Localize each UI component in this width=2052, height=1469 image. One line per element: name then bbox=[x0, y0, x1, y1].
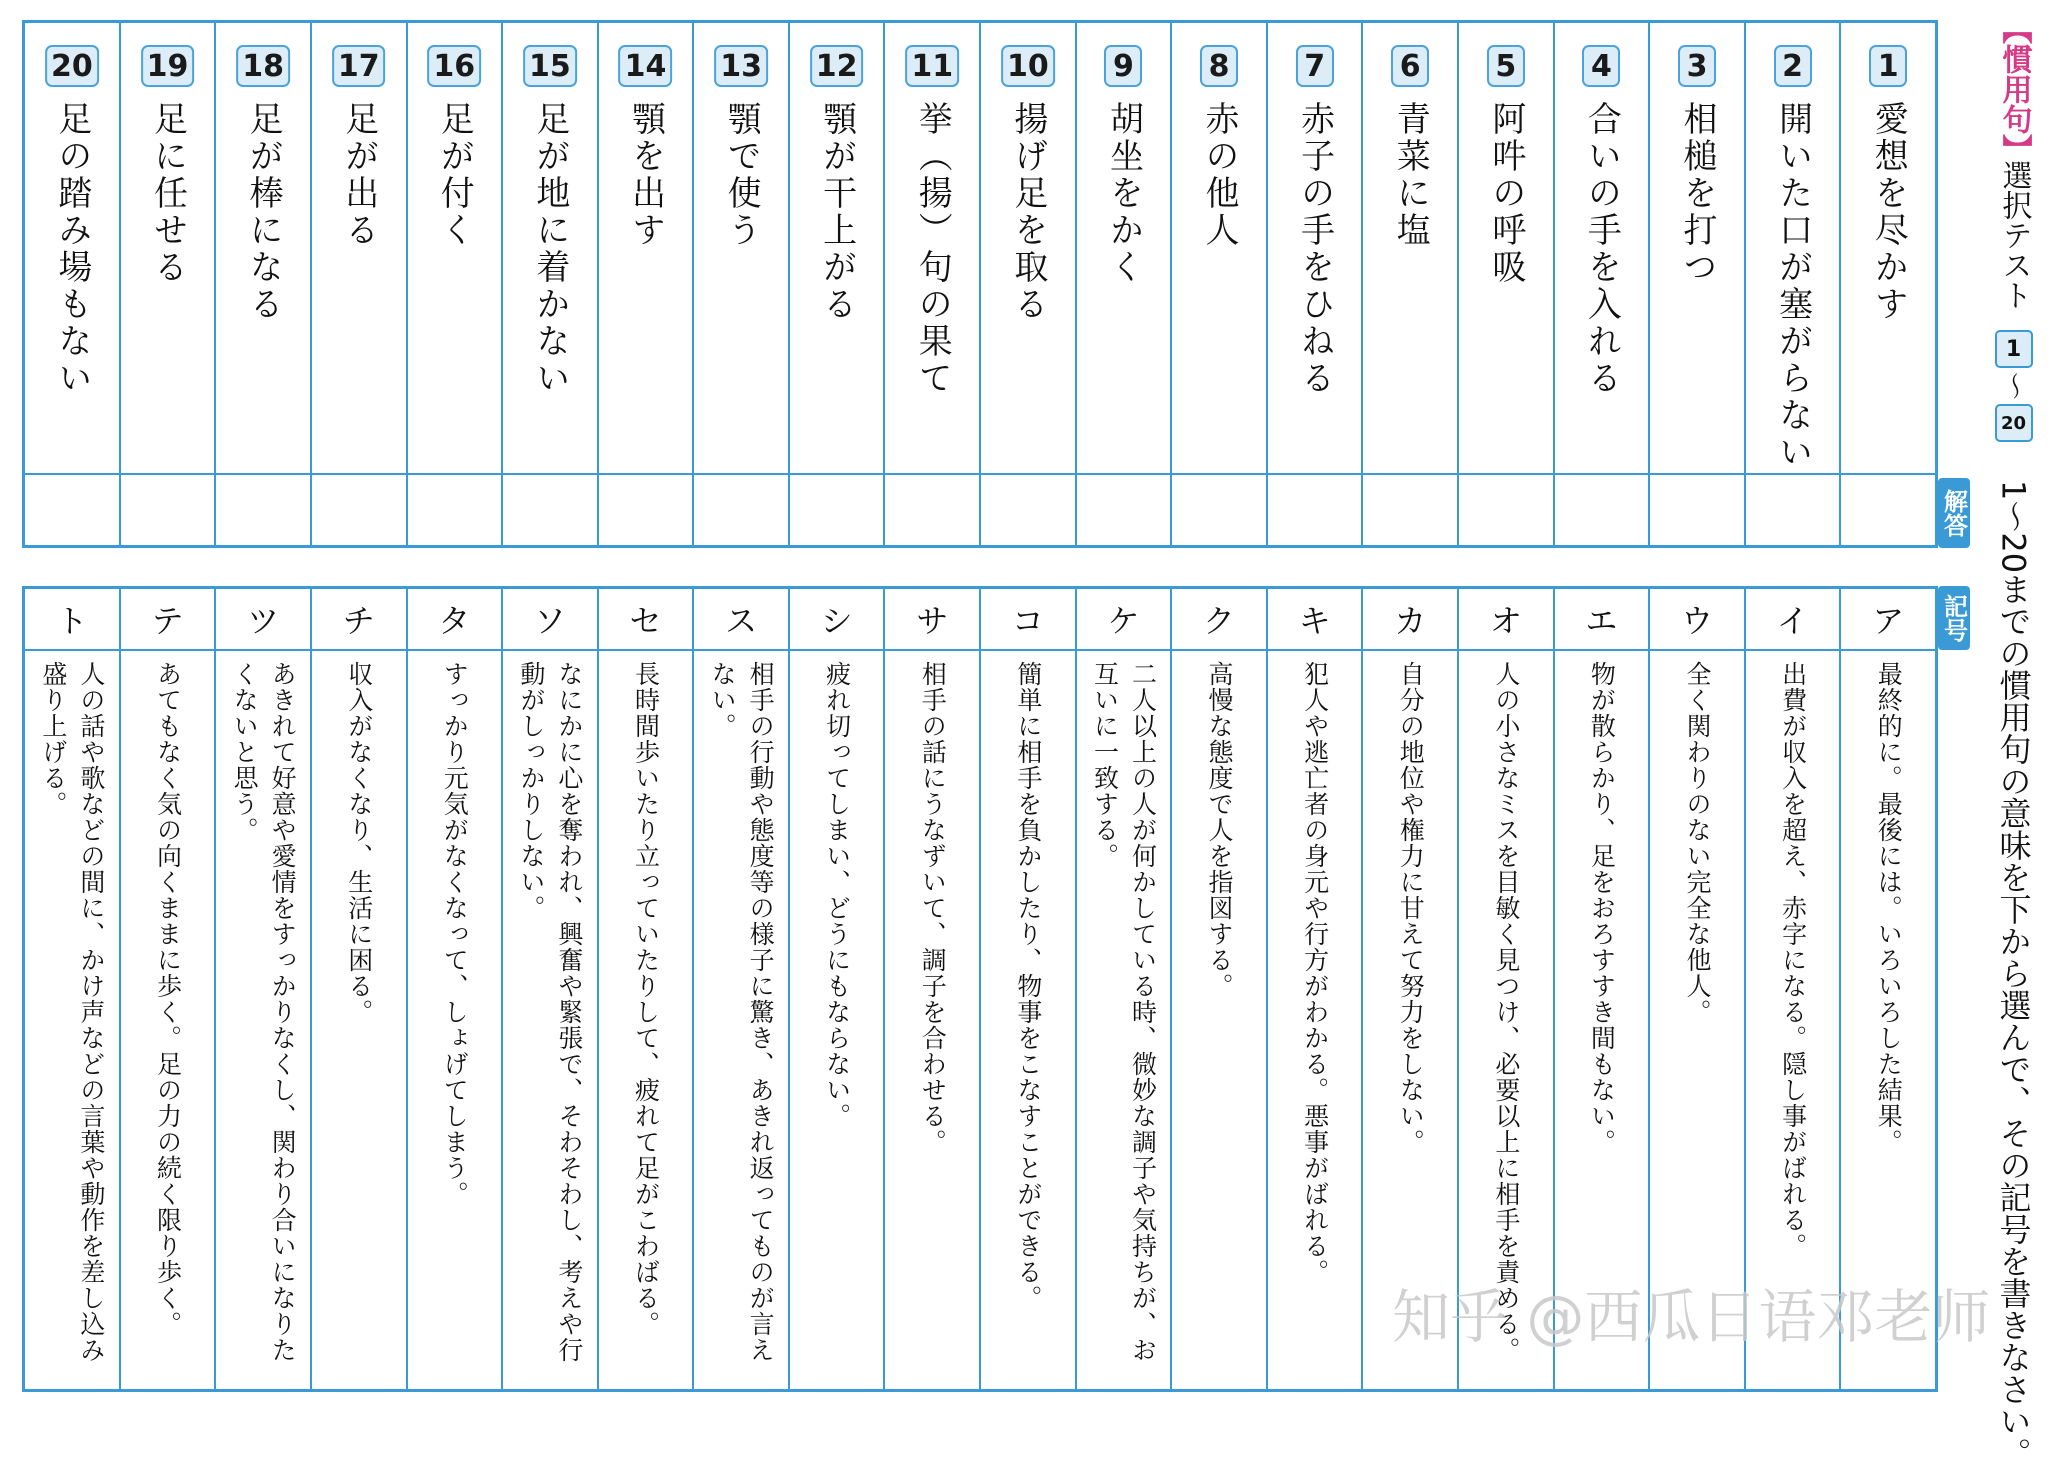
meaning-symbol: エ bbox=[1555, 589, 1649, 651]
range-start-badge: 1 bbox=[1995, 330, 2033, 368]
idiom-text: 揚げ足を取る bbox=[1007, 101, 1048, 323]
idiom-text: 合いの手を入れる bbox=[1581, 101, 1622, 397]
answer-box[interactable] bbox=[1077, 473, 1171, 545]
idiom-text: 足が棒になる bbox=[243, 101, 284, 323]
idiom-text: 赤の他人 bbox=[1199, 101, 1240, 249]
meaning-text: 相手の話にうなずいて、調子を合わせる。 bbox=[918, 661, 948, 1155]
answer-box[interactable] bbox=[25, 473, 119, 545]
meaning-text: 収入がなくなり、生活に困る。 bbox=[344, 661, 374, 1025]
answer-box[interactable] bbox=[312, 473, 406, 545]
idiom-text: 足が付く bbox=[434, 101, 475, 249]
answer-box[interactable] bbox=[599, 473, 693, 545]
idiom-text: 胡坐をかく bbox=[1103, 101, 1144, 286]
meaning-cell bbox=[883, 589, 979, 1389]
meaning-text: 高慢な態度で人を指図する。 bbox=[1205, 661, 1235, 999]
meaning-cell bbox=[1648, 589, 1744, 1389]
answer-box[interactable] bbox=[1459, 473, 1553, 545]
meaning-symbol: ケ bbox=[1077, 589, 1171, 651]
idiom-number: 12 bbox=[810, 45, 864, 87]
meaning-text: 自分の地位や権力に甘えて努力をしない。 bbox=[1396, 661, 1426, 1155]
idiom-text: 相槌を打つ bbox=[1677, 101, 1718, 286]
meaning-cell bbox=[119, 589, 215, 1389]
meaning-symbol: キ bbox=[1268, 589, 1362, 651]
meaning-text: 人の話や歌などの間に、かけ声などの言葉や動作を差し込み盛り上げる。 bbox=[38, 661, 106, 1363]
answer-box[interactable] bbox=[503, 473, 597, 545]
idiom-text: 顎で使う bbox=[721, 101, 762, 249]
test-title: 選択テスト bbox=[1996, 160, 2032, 310]
meaning-cell bbox=[501, 589, 597, 1389]
idiom-cell bbox=[1075, 23, 1171, 545]
idiom-number: 6 bbox=[1391, 45, 1429, 87]
idiom-number: 3 bbox=[1678, 45, 1716, 87]
idiom-text: 足の踏み場もない bbox=[51, 101, 92, 397]
idiom-cell bbox=[501, 23, 597, 545]
idiom-cell bbox=[310, 23, 406, 545]
category-label: 【慣用句】 bbox=[1996, 14, 2032, 164]
meaning-cell bbox=[1361, 589, 1457, 1389]
idiom-number: 19 bbox=[141, 45, 195, 87]
answer-box[interactable] bbox=[981, 473, 1075, 545]
idiom-cell bbox=[1744, 23, 1840, 545]
idiom-number: 5 bbox=[1487, 45, 1525, 87]
idiom-cell bbox=[979, 23, 1075, 545]
answer-box[interactable] bbox=[694, 473, 788, 545]
answer-box[interactable] bbox=[121, 473, 215, 545]
meaning-text: すっかり元気がなくなって、しょげてしまう。 bbox=[440, 661, 470, 1207]
idiom-number: 4 bbox=[1582, 45, 1620, 87]
answer-box[interactable] bbox=[408, 473, 502, 545]
idiom-cell bbox=[1553, 23, 1649, 545]
meaning-cell bbox=[1553, 589, 1649, 1389]
meaning-text: 全く関わりのない完全な他人。 bbox=[1683, 661, 1713, 1025]
range-end-badge: 20 bbox=[1995, 404, 2033, 442]
idiom-text: 足が出る bbox=[338, 101, 379, 249]
answer-box[interactable] bbox=[216, 473, 310, 545]
meaning-cell bbox=[1457, 589, 1553, 1389]
meaning-text: 人の小さなミスを目敏く見つけ、必要以上に相手を責める。 bbox=[1491, 661, 1521, 1363]
meaning-symbol: ト bbox=[25, 589, 119, 651]
idiom-text: 顎を出す bbox=[625, 101, 666, 249]
idiom-text: 青菜に塩 bbox=[1390, 101, 1431, 249]
meaning-cell bbox=[1170, 589, 1266, 1389]
answer-box[interactable] bbox=[1268, 473, 1362, 545]
meaning-text: 相手の行動や態度等の様子に驚き、あきれ返ってものが言えない。 bbox=[708, 661, 776, 1363]
meaning-symbol: ス bbox=[694, 589, 788, 651]
meaning-cell bbox=[788, 589, 884, 1389]
meaning-cell bbox=[1839, 589, 1935, 1389]
meaning-text: 出費が収入を超え、赤字になる。隠し事がばれる。 bbox=[1778, 661, 1808, 1259]
meaning-text: 簡単に相手を負かしたり、物事をこなすことができる。 bbox=[1013, 661, 1043, 1311]
idiom-cell bbox=[1266, 23, 1362, 545]
meaning-symbol: カ bbox=[1363, 589, 1457, 651]
idiom-cell bbox=[1839, 23, 1935, 545]
idiom-text: 赤子の手をひねる bbox=[1294, 101, 1335, 397]
idiom-cell bbox=[788, 23, 884, 545]
meaning-text: 物が散らかり、足をおろすすき間もない。 bbox=[1587, 661, 1617, 1155]
meaning-symbol: タ bbox=[408, 589, 502, 651]
answer-box[interactable] bbox=[1555, 473, 1649, 545]
meaning-symbol: ソ bbox=[503, 589, 597, 651]
meaning-cell bbox=[692, 589, 788, 1389]
idiom-number: 8 bbox=[1200, 45, 1238, 87]
meaning-cell bbox=[1744, 589, 1840, 1389]
idiom-number: 10 bbox=[1001, 45, 1055, 87]
answer-box[interactable] bbox=[1172, 473, 1266, 545]
idiom-cell bbox=[883, 23, 979, 545]
meaning-symbol: ク bbox=[1172, 589, 1266, 651]
answer-box[interactable] bbox=[1363, 473, 1457, 545]
meaning-cell bbox=[979, 589, 1075, 1389]
idiom-number: 20 bbox=[45, 45, 99, 87]
meaning-text: あてもなく気の向くままに歩く。足の力の続く限り歩く。 bbox=[153, 661, 183, 1337]
meaning-cell bbox=[406, 589, 502, 1389]
idiom-table bbox=[22, 20, 1938, 548]
answer-box[interactable] bbox=[1650, 473, 1744, 545]
idiom-text: 愛想を尽かす bbox=[1868, 101, 1909, 323]
idiom-number: 11 bbox=[905, 45, 959, 87]
instruction-text: 1～20までの慣用句の意味を下から選んで、その記号を書きなさい。 bbox=[1994, 480, 2033, 1469]
meaning-cell bbox=[214, 589, 310, 1389]
meaning-cell bbox=[310, 589, 406, 1389]
idiom-cell bbox=[119, 23, 215, 545]
meaning-text: 長時間歩いたり立っていたりして、疲れて足がこわばる。 bbox=[631, 661, 661, 1337]
meaning-text: 二人以上の人が何かしている時、微妙な調子や気持ちが、お互いに一致する。 bbox=[1090, 661, 1158, 1363]
meaning-symbol: セ bbox=[599, 589, 693, 651]
idiom-number: 2 bbox=[1774, 45, 1812, 87]
answer-box[interactable] bbox=[1746, 473, 1840, 545]
idiom-cell bbox=[214, 23, 310, 545]
meaning-text: 疲れ切ってしまい、どうにもならない。 bbox=[822, 661, 852, 1129]
meaning-symbol: チ bbox=[312, 589, 406, 651]
idiom-text: 顎が干上がる bbox=[816, 101, 857, 323]
range-tilde: ～ bbox=[1997, 372, 2031, 400]
meaning-cell bbox=[1075, 589, 1171, 1389]
idiom-number: 13 bbox=[714, 45, 768, 87]
idiom-number: 16 bbox=[427, 45, 481, 87]
answer-box[interactable] bbox=[885, 473, 979, 545]
idiom-text: 阿吽の呼吸 bbox=[1485, 101, 1526, 286]
meaning-cell bbox=[597, 589, 693, 1389]
idiom-cell bbox=[597, 23, 693, 545]
right-header bbox=[1975, 0, 2052, 1469]
meaning-text: あきれて好意や愛情をすっかりなくし、関わり合いになりたくないと思う。 bbox=[230, 661, 298, 1363]
idiom-text: 足に任せる bbox=[147, 101, 188, 286]
idiom-number: 17 bbox=[332, 45, 386, 87]
meaning-symbol: イ bbox=[1746, 589, 1840, 651]
meaning-cell bbox=[25, 589, 119, 1389]
idiom-text: 足が地に着かない bbox=[529, 101, 570, 397]
meaning-symbol: コ bbox=[981, 589, 1075, 651]
answer-box[interactable] bbox=[1841, 473, 1935, 545]
meaning-symbol: オ bbox=[1459, 589, 1553, 651]
idiom-cell bbox=[1648, 23, 1744, 545]
meaning-symbol: サ bbox=[885, 589, 979, 651]
idiom-text: 開いた口が塞がらない bbox=[1772, 101, 1813, 471]
meaning-text: なにかに心を奪われ、興奮や緊張で、そわそわし、考えや行動がしっかりしない。 bbox=[516, 661, 584, 1363]
idiom-cell bbox=[692, 23, 788, 545]
idiom-number: 9 bbox=[1104, 45, 1142, 87]
idiom-cell bbox=[1361, 23, 1457, 545]
idiom-number: 15 bbox=[523, 45, 577, 87]
watermark: 知乎 @西瓜日语邓老师 bbox=[1392, 1283, 1991, 1351]
answer-tag: 解答 bbox=[1938, 478, 1970, 548]
symbol-tag: 記号 bbox=[1938, 586, 1970, 650]
meaning-cell bbox=[1266, 589, 1362, 1389]
meaning-text: 犯人や逃亡者の身元や行方がわかる。悪事がばれる。 bbox=[1300, 661, 1330, 1285]
idiom-number: 1 bbox=[1869, 45, 1907, 87]
meaning-symbol: シ bbox=[790, 589, 884, 651]
meaning-symbol: ウ bbox=[1650, 589, 1744, 651]
idiom-cell bbox=[1170, 23, 1266, 545]
idiom-text: 挙（揚）句の果て bbox=[912, 101, 953, 397]
idiom-number: 14 bbox=[619, 45, 673, 87]
idiom-number: 7 bbox=[1296, 45, 1334, 87]
meaning-symbol: ア bbox=[1841, 589, 1935, 651]
idiom-cell bbox=[406, 23, 502, 545]
idiom-cell bbox=[25, 23, 119, 545]
idiom-cell bbox=[1457, 23, 1553, 545]
meaning-symbol: テ bbox=[121, 589, 215, 651]
answer-box[interactable] bbox=[790, 473, 884, 545]
meaning-text: 最終的に。最後には。いろいろした結果。 bbox=[1874, 661, 1904, 1155]
meaning-symbol: ツ bbox=[216, 589, 310, 651]
idiom-number: 18 bbox=[236, 45, 290, 87]
